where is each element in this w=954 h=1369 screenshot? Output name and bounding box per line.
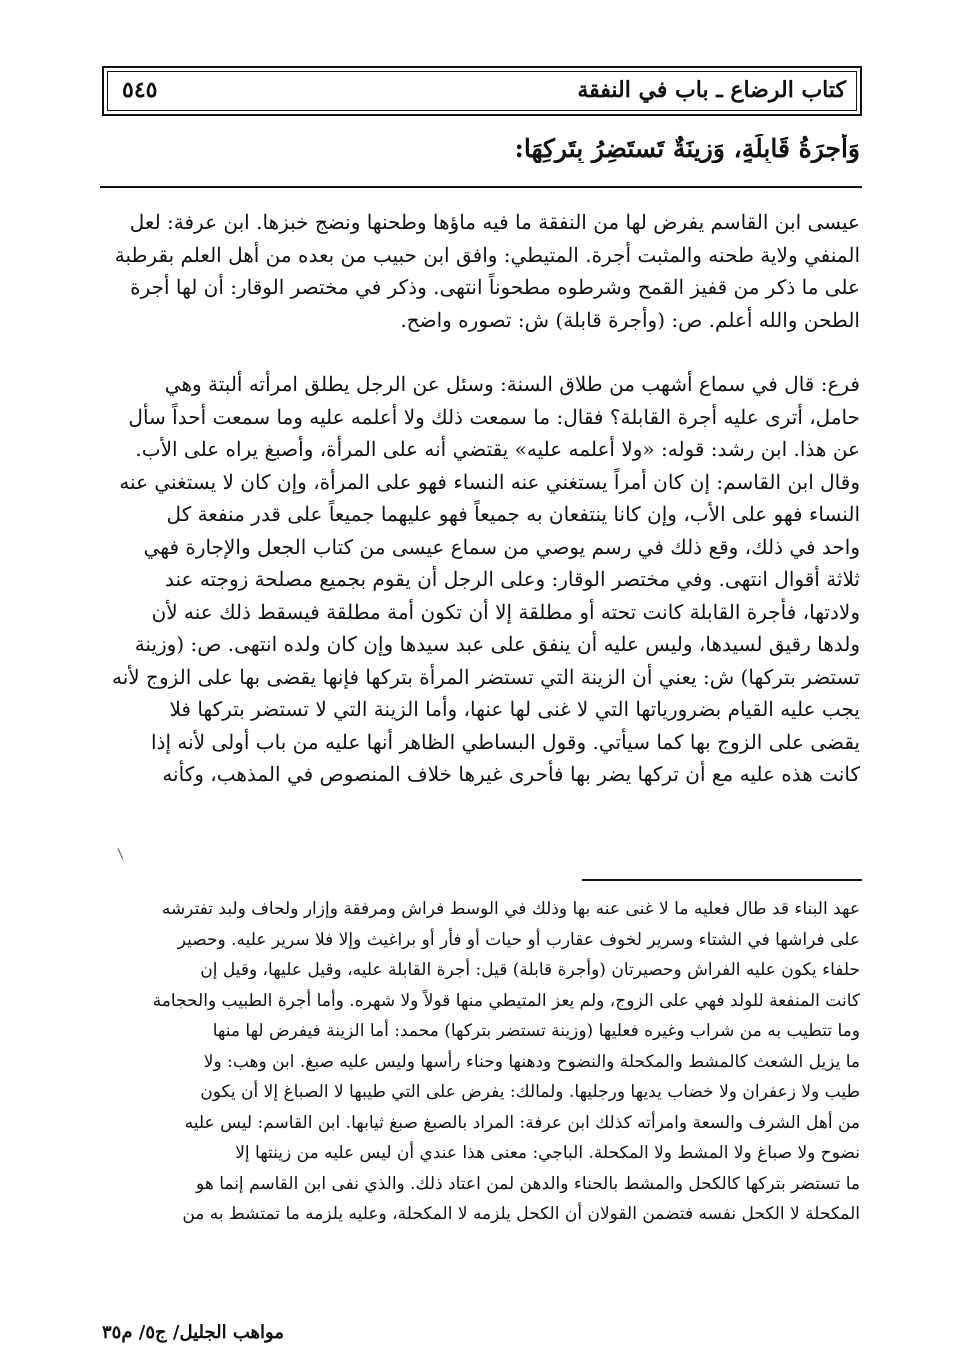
- page-header: [102, 66, 862, 116]
- text-line: وقال ابن القاسم: إن كان أمراً يستغني عنه النساء فهو على المرأة، وإن كان لا يستغني عنه: [119, 469, 860, 494]
- text-line: كانت هذه عليه مع أن تركها يضر بها فأحرى غيرها خلاف المنصوص في المذهب، وكأنه: [162, 762, 860, 786]
- text-line: النساء فهو على الأب، وإن كانا ينتفعان به جميعاً فهو عليهما جميعاً على قدر منفعة كل: [166, 502, 860, 526]
- signature-mark: مواهب الجليل/ ج٥/ م٣٥: [102, 1322, 284, 1343]
- matn-text: وَأُجرَةُ قَابِلَةٍ، وَزِينَةٌ تَستَضِرُ بِتَركِهَا:: [514, 134, 860, 163]
- page-number: ٥٤٥: [122, 77, 158, 103]
- footnote-line: وما تتطيب به من شراب وغيره فعليها (وزينة تستضر بتركها) محمد: أما الزينة فيفرض لها منها: [212, 1021, 860, 1041]
- footnote-line: من أهل الشرف والسعة وامرأته كذلك ابن عرفة: المراد بالصبغ صبغ ثيابها. ابن القاسم: ليس عليه: [184, 1112, 860, 1133]
- margin-mark: [118, 848, 124, 859]
- text-line: حامل، أترى عليه أجرة القابلة؟ فقال: ما سمعت ذلك ولا أعلمه عليه وما سمعت أحداً سأل: [128, 404, 860, 429]
- footnote-block: [90, 894, 860, 1230]
- text-line: يجب عليه القيام بضرورياتها التي لا غنى لها عنها، وأما الزينة التي لا تستضر بتركها فلا: [169, 697, 860, 721]
- footnote-separator: [582, 879, 862, 881]
- footnote-line: ما يزيل الشعث كالمشط والمكحلة والنضوح ودهنها وحناء رأسها وليس عليه صبغ. ابن وهب: ولا: [203, 1051, 860, 1072]
- text-line: ولادتها، فأجرة القابلة كانت تحته أو مطلقة إلا أن تكون أمة مطلقة فيسقط ذلك عنه لأن: [151, 599, 860, 624]
- text-line: ولدها رقيق لسيدها، وليس عليه أن ينفق على عبد سيدها وإن كان ولده انتهى. ص: (وزينة: [134, 632, 860, 656]
- separator-rule: [100, 186, 862, 188]
- footnote-line: المكحلة لا الكحل نفسه فتضمن القولان أن الكحل يلزمه لا المكحلة، وعليه يلزمه ما تمتشط به من: [182, 1204, 860, 1224]
- footnote-line: حلفاء يكون عليه الفراش وحصيرتان (وأجرة قابلة) قيل: أجرة القابلة عليه، وقيل عليها، وقيل إن: [200, 960, 860, 980]
- text-line: على ما ذكر من قفيز القمح وشرطوه مطحوناً انتهى. وذكر في مختصر الوقار: أن لها أجرة: [130, 275, 860, 299]
- text-line: ثلاثة أقوال انتهى. وفي مختصر الوقار: وعلى الرجل أن يقوم بجميع مصلحة زوجته عند: [165, 567, 860, 591]
- footnote-line: عهد البناء قد طال فعليه ما لا غنى عنه بها وذلك في الوسط فراش ومرفقة وإزار ولحاف ولبد تفترشه: [161, 899, 860, 919]
- text-line: واحد في ذلك، وقع ذلك في رسم يوصي من سماع عيسى من كتاب الجعل والإجارة فهي: [143, 534, 860, 559]
- text-line: عن هذا. ابن رشد: قوله: «ولا أعلمه عليه» يقتضي أنه على المرأة، وأصبغ يراه على الأب.: [135, 437, 860, 461]
- commentary-paragraph-1: [90, 206, 860, 336]
- footnote-line: ما تستضر بتركها كالكحل والمشط بالحناء والدهن لمن اعتاد ذلك. والذي نفى ابن القاسم إنما هو: [196, 1173, 860, 1194]
- text-line: فرع: قال في سماع أشهب من طلاق السنة: وسئل عن الرجل يطلق امرأته ألبتة وهي: [164, 372, 860, 396]
- footnote-line: نضوح ولا صباغ ولا المشط ولا المكحلة. الباجي: معنى هذا عندي أن ليس عليه من زينتها إلا: [235, 1143, 860, 1163]
- footnote-line: على فراشها في الشتاء وسرير لخوف عقارب أو حيات أو فأر أو براغيث وإلا فلا سرير عليه. وحصير: [177, 929, 860, 950]
- footnote-line: طيب ولا زعفران ولا خضاب يديها ورجليها. ولمالك: يفرض على التي طيبها لا الصباغ إلا أن يكون: [200, 1082, 860, 1102]
- text-line: يقضى على الزوج بها كما سيأتي. وقول البساطي الظاهر أنها عليه من باب أولى لأنه إذا: [151, 729, 860, 754]
- text-line: الطحن والله أعلم. ص: (وأجرة قابلة) ش: تصوره واضح.: [400, 307, 860, 332]
- text-line: عيسى ابن القاسم يفرض لها من النفقة ما فيه ماؤها وطحنها ونضج خبزها. ابن عرفة: لعل: [129, 210, 860, 234]
- running-title: كتاب الرضاع ـ باب في النفقة: [577, 77, 846, 103]
- text-line: تستضر بتركها) ش: يعني أن الزينة التي تستضر المرأة بتركها فإنها يقضى بها على الزوج لأنه: [112, 664, 860, 689]
- commentary-paragraph-2: [90, 368, 860, 791]
- text-line: المنفي ولاية طحنه والمثبت أجرة. المتيطي: وافق ابن حبيب من بعده من أهل العلم بقرطبة: [114, 242, 860, 267]
- footnote-line: كانت المنفعة للولد فهي على الزوج، ولم يعز المتيطي منها قولاً ولا شهره. وأما أجرة الطبيب والحجامة: [152, 990, 860, 1011]
